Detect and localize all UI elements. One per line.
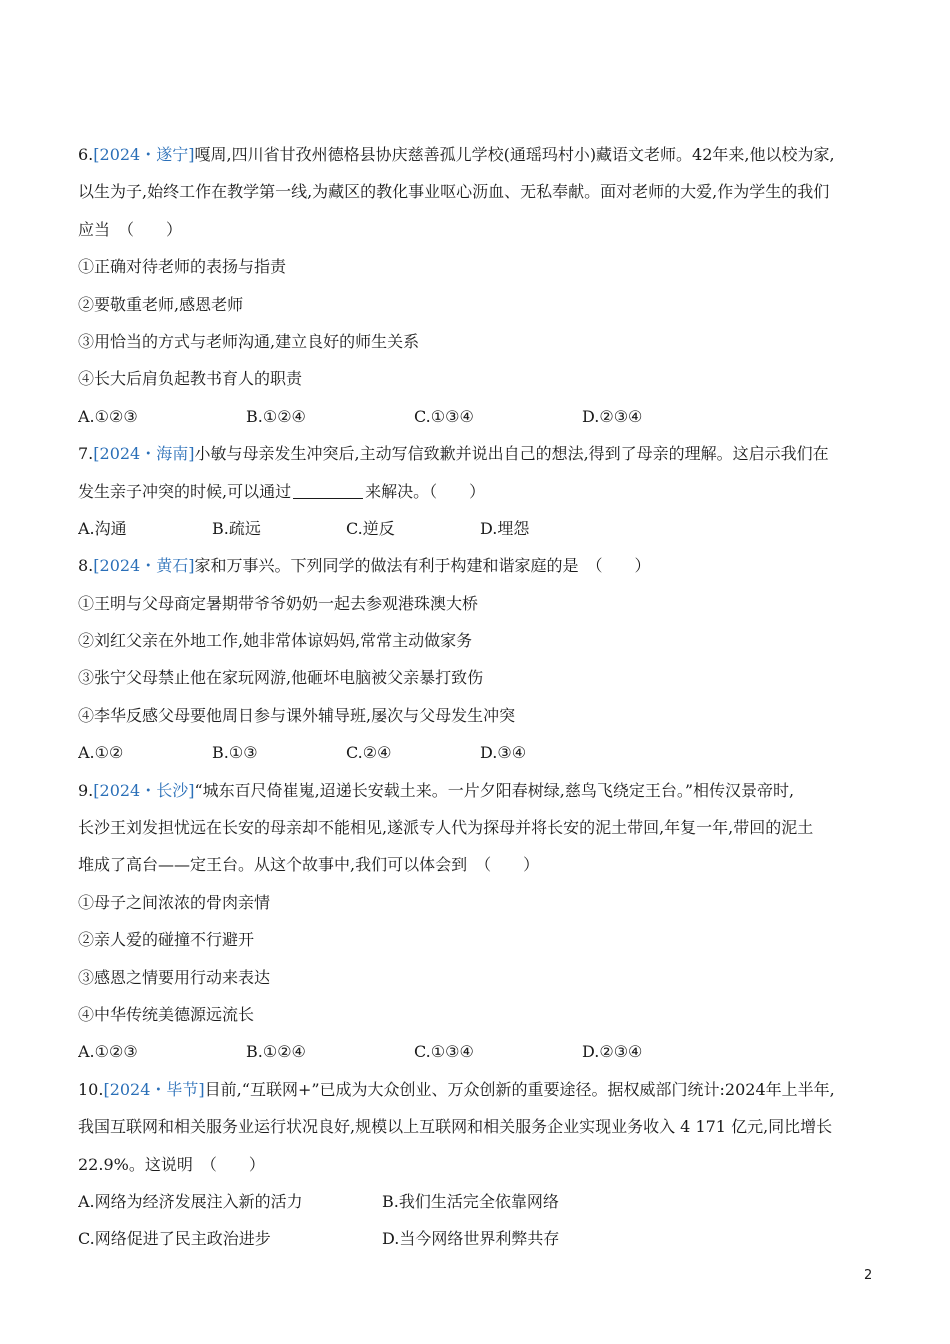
q8-line1: 8.[2024・黄石]家和万事兴。下列同学的做法有利于构建和谐家庭的是 （ ） [78, 556, 651, 576]
q6-source: [2024・遂宁] [93, 145, 195, 164]
q10-option-c: C.网络促进了民主政治进步 [78, 1229, 271, 1249]
q8-option-c: C.②④ [346, 743, 392, 763]
q10-option-a: A.网络为经济发展注入新的活力 [78, 1191, 303, 1211]
q6-option-d: D.②③④ [582, 406, 643, 426]
q6-option-a: A.①②③ [78, 406, 138, 426]
q6-item1: ①正确对待老师的表扬与指责 [78, 257, 287, 277]
q9-item4: ④中华传统美德源远流长 [78, 1004, 255, 1024]
q6-line1: 6.[2024・遂宁]嘎周,四川省甘孜州德格县协庆慈善孤儿学校(通瑶玛村小)藏语文老师。42年来,他以校为家, [78, 145, 835, 164]
q9-line3: 堆成了高台——定王台。从这个故事中,我们可以体会到 （ ） [78, 855, 540, 875]
q7-line1: 7.[2024・海南]小敏与母亲发生冲突后,主动写信致歉并说出自己的想法,得到了母亲的理解。这启示我们在 [78, 444, 829, 464]
q9-line2: 长沙王刘发担忧远在长安的母亲却不能相见,遂派专人代为探母并将长安的泥土带回,年复一年,带回的泥土 [78, 818, 814, 838]
q6-option-c: C.①③④ [414, 406, 474, 426]
q9-option-a: A.①②③ [78, 1042, 138, 1062]
q10-options-row2 [78, 1220, 874, 1257]
q7-line2: 发生亲子冲突的时候,可以通过 来解决。（ ） [78, 481, 486, 501]
q7-source: [2024・海南] [93, 444, 195, 464]
q9-item3: ③感恩之情要用行动来表达 [78, 967, 271, 987]
answer-blank [293, 480, 363, 499]
q10-line3: 22.9%。这说明 （ ） [78, 1154, 265, 1174]
q8-item2: ②刘红父亲在外地工作,她非常体谅妈妈,常常主动做家务 [78, 631, 473, 651]
q6-item2: ②要敬重老师,感恩老师 [78, 294, 244, 314]
q6-option-b: B.①②④ [246, 406, 306, 426]
q6-item3: ③用恰当的方式与老师沟通,建立良好的师生关系 [78, 331, 420, 351]
q6-item4: ④长大后肩负起教书育人的职责 [78, 369, 303, 389]
q10-option-d: D.当今网络世界利弊共存 [382, 1229, 560, 1249]
q10-line2: 我国互联网和相关服务业运行状况良好,规模以上互联网和相关服务企业实现业务收入 4 171 亿元,同比增长 [78, 1117, 833, 1137]
q9-line1: 9.[2024・长沙]“城东百尺倚崔嵬,迢递长安载土来。一片夕阳春树绿,慈鸟飞绕定王台。”相传汉景帝时, [78, 780, 795, 800]
q8-options [78, 734, 874, 771]
q6-options [78, 398, 874, 435]
q7-option-a: A.沟通 [78, 518, 127, 538]
q10-line1: 10.[2024・毕节]目前,“互联网+”已成为大众创业、万众创新的重要途径。据权威部门统计:2024年上半年, [78, 1079, 835, 1099]
q7-options [78, 510, 874, 547]
q8-item3: ③张宁父母禁止他在家玩网游,他砸坏电脑被父亲暴打致伤 [78, 668, 484, 688]
q9-options [78, 1033, 874, 1070]
q7-option-b: B.疏远 [212, 518, 261, 538]
q9-source: [2024・长沙] [93, 780, 195, 800]
q10-option-b: B.我们生活完全依靠网络 [382, 1191, 559, 1211]
q9-option-b: B.①②④ [246, 1042, 306, 1062]
q9-option-d: D.②③④ [582, 1042, 643, 1062]
q10-source: [2024・毕节] [103, 1079, 205, 1099]
q8-item4: ④李华反感父母要他周日参与课外辅导班,屡次与父母发生冲突 [78, 705, 516, 725]
document-body [78, 136, 874, 1258]
q8-source: [2024・黄石] [93, 556, 195, 576]
q6-line2: 以生为子,始终工作在教学第一线,为藏区的教化事业呕心沥血、无私奉献。面对老师的大爱,作为学生的我们 [78, 182, 830, 202]
q7-option-d: D.埋怨 [480, 518, 530, 538]
q9-option-c: C.①③④ [414, 1042, 474, 1062]
page-number: 2 [864, 1268, 873, 1283]
q6-line3: 应当 （ ） [78, 219, 183, 239]
q8-item1: ①王明与父母商定暑期带爷爷奶奶一起去参观港珠澳大桥 [78, 593, 479, 613]
q9-item2: ②亲人爱的碰撞不行避开 [78, 930, 255, 950]
q8-option-a: A.①② [78, 743, 124, 763]
q8-option-d: D.③④ [480, 743, 527, 763]
q10-options-row1 [78, 1183, 874, 1220]
q7-option-c: C.逆反 [346, 518, 395, 538]
q9-item1: ①母子之间浓浓的骨肉亲情 [78, 892, 271, 912]
q8-option-b: B.①③ [212, 743, 258, 763]
